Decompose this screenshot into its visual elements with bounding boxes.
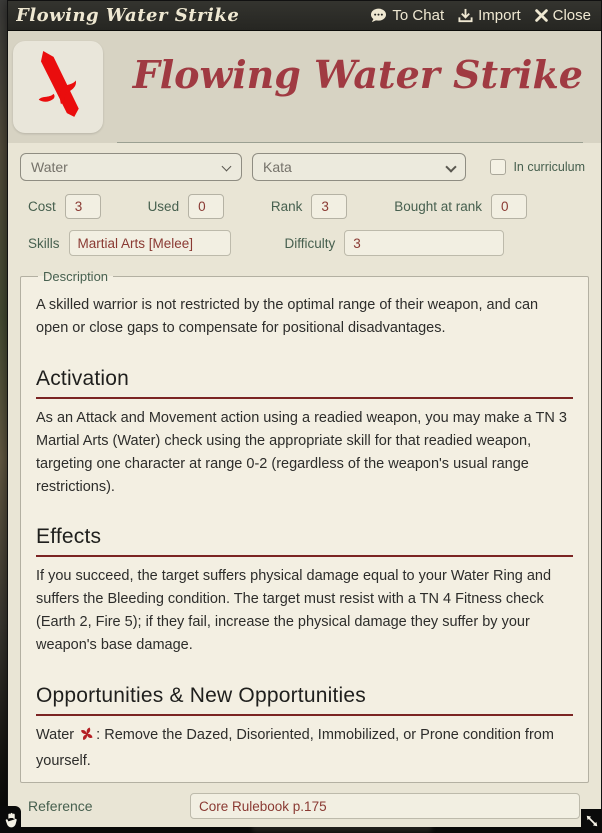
reference-row: [20, 793, 589, 819]
difficulty-input[interactable]: [344, 230, 504, 256]
opportunities-text: [36, 724, 573, 773]
type-select-value: Kata: [263, 159, 292, 175]
chat-bubble-icon: [370, 8, 387, 23]
in-curriculum-group: [490, 159, 589, 175]
window-title: Flowing Water Strike: [16, 5, 240, 26]
in-curriculum-checkbox[interactable]: [490, 159, 506, 175]
difficulty-group: [285, 230, 505, 256]
effects-text: If you succeed, the target suffers physical damage equal to your Water Ring and suffers the Bleeding condition. The target must resist with a TN 4 Fitness check (Earth 2, Fire 5); if they fail, increase the physical damage they suffer by your weapon's base damage.: [36, 568, 552, 654]
rank-label: Rank: [270, 199, 303, 214]
item-title: Flowing Water Strike: [132, 52, 583, 97]
rank-input[interactable]: [311, 194, 347, 219]
resize-handle-icon[interactable]: [581, 809, 602, 833]
cost-input[interactable]: [65, 194, 101, 219]
opportunities-text-prefix: Water: [36, 727, 79, 744]
grab-hand-icon: [0, 806, 21, 833]
form-row-numbers: [20, 194, 589, 219]
import-label: Import: [478, 7, 521, 24]
bought-at-rank-label: Bought at rank: [394, 199, 482, 214]
close-label: Close: [552, 7, 591, 24]
skills-input[interactable]: [69, 230, 231, 256]
ring-select-value: Water: [31, 159, 68, 175]
import-icon: [458, 8, 473, 23]
used-group: [148, 194, 225, 219]
type-select[interactable]: [252, 153, 466, 181]
kata-sword-icon: [21, 47, 95, 128]
reference-label: Reference: [28, 798, 93, 814]
bought-at-rank-input[interactable]: [491, 194, 527, 219]
skills-label: Skills: [28, 235, 60, 251]
item-image[interactable]: [13, 41, 103, 133]
close-button[interactable]: [535, 7, 591, 24]
sheet-header: [8, 31, 601, 143]
window-titlebar[interactable]: [8, 1, 601, 31]
form-row-skills: [20, 230, 589, 256]
in-curriculum-label: In curriculum: [513, 160, 585, 174]
ring-select[interactable]: [20, 153, 242, 181]
close-icon: [535, 9, 548, 22]
bought-at-rank-group: [394, 194, 527, 219]
opportunities-text-suffix: : Remove the Dazed, Disoriented, Immobilized, or Prone condition from yourself.: [36, 727, 554, 769]
to-chat-button[interactable]: [370, 7, 444, 24]
reference-input[interactable]: [190, 793, 580, 819]
header-right: [103, 41, 589, 143]
difficulty-label: Difficulty: [284, 235, 336, 251]
form-row-type: [20, 153, 589, 181]
to-chat-label: To Chat: [392, 7, 445, 24]
cost-group: [28, 194, 101, 219]
chevron-down-icon: [222, 162, 232, 172]
opportunities-heading: Opportunities & New Opportunities: [36, 684, 573, 716]
effects-heading: Effects: [36, 525, 573, 557]
import-button[interactable]: [458, 7, 521, 24]
cost-label: Cost: [28, 199, 56, 214]
used-label: Used: [147, 199, 180, 214]
description-legend: Description: [43, 269, 109, 284]
chevron-down-icon: [445, 161, 456, 172]
description-intro: A skilled warrior is not restricted by the optimal range of their weapon, and can open or close gaps to compensate for positional disadvantages.: [36, 297, 539, 336]
opportunity-icon: [79, 726, 95, 750]
activation-heading: Activation: [36, 367, 573, 399]
sheet-body: [8, 143, 601, 827]
rank-group: [271, 194, 348, 219]
description-fieldset: [20, 269, 589, 783]
item-sheet-window: [7, 0, 602, 821]
activation-text: As an Attack and Movement action using a readied weapon, you may make a TN 3 Martial Arts (Water) check using the appropriate skill for that readied weapon, targeting one character at range 0-2 (regardless of the weapon's usual range restrictions).: [36, 409, 567, 495]
used-input[interactable]: [188, 194, 224, 219]
